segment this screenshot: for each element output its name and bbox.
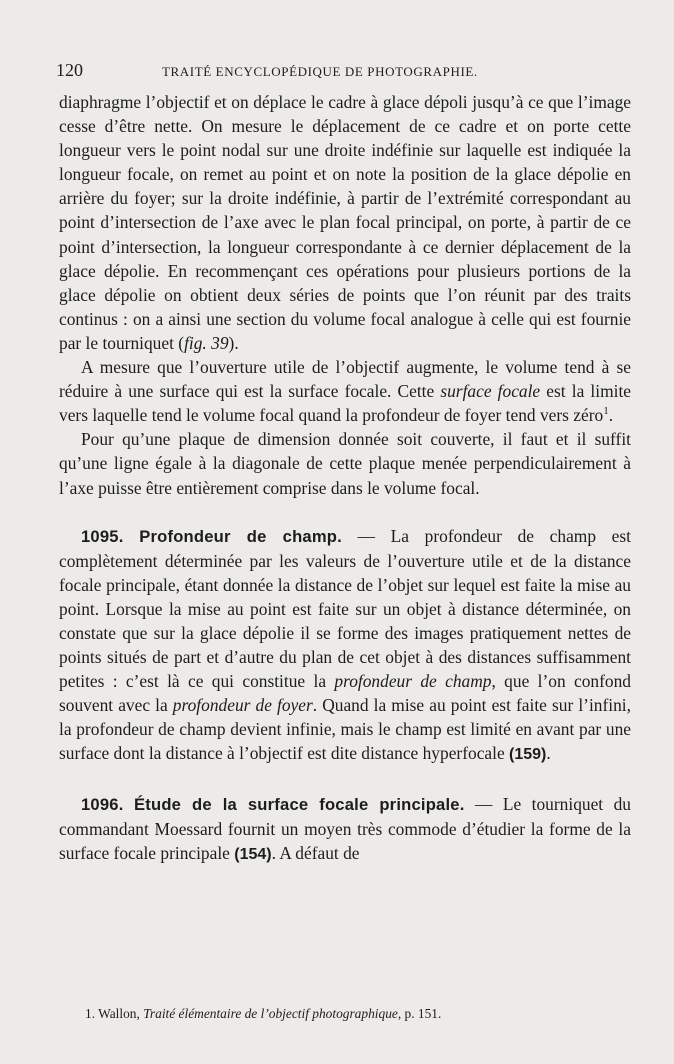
section-title: Profondeur de champ. <box>139 526 342 546</box>
page-number: 120 <box>56 60 83 80</box>
section-text: , que l’on confond souvent avec la <box>59 671 631 716</box>
paragraph-text: est la limite vers laquelle tend le volume focal quand la profondeur de foyer tend vers zéro <box>59 381 631 426</box>
figure-reference: fig. 39 <box>184 332 229 353</box>
section-1095 <box>59 524 631 768</box>
page-body <box>59 90 631 867</box>
section-text: — Le tourniquet du commandant Moessard fournit un moyen très commode d’étudier la forme de la surface focale principale <box>59 793 631 863</box>
section-text: . A défaut de <box>271 842 360 863</box>
footnote-marker: 1 <box>603 405 609 418</box>
footnote-page: , p. 151. <box>397 1006 442 1021</box>
emphasis-term: surface focale <box>440 381 541 402</box>
footnote-book-title: Traité élémentaire de l’objectif photographique <box>143 1006 398 1021</box>
paragraph-reference: (159) <box>509 746 547 764</box>
paragraph-plaque: Pour qu’une plaque de dimension donnée soit couverte, il faut et il suffit qu’une ligne égale à la diagonale de cette plaque menée perpendiculairement à l’axe puisse être entièrement comprise dans le volume focal. <box>59 429 631 498</box>
paragraph-text-end: ). <box>228 332 239 353</box>
section-text-end: . <box>546 743 551 764</box>
footnote <box>85 1005 625 1023</box>
running-title: TRAITÉ ENCYCLOPÉDIQUE DE PHOTOGRAPHIE. <box>162 64 478 79</box>
section-1096 <box>59 792 631 867</box>
page-header <box>56 58 634 82</box>
footnote-author: Wallon, <box>95 1006 144 1021</box>
paragraph-reference: (154) <box>234 845 272 863</box>
section-number: 1096. <box>81 794 124 814</box>
section-text: — La profondeur de champ est complètement déterminée par les valeurs de l’ouverture utile et de la distance focale principale, étant donnée la distance de l’objet sur lequel est faite la mise au point. Lorsque la mise au point est faite sur un objet à distance déterminée, on constate que sur la glace dépolie il se forme des images pratiquement nettes de points situés de part et d’autre du plan de cet objet à des distances suffisamment petites : c’est là ce qui constitue la <box>59 525 631 692</box>
section-number: 1095. <box>81 526 124 546</box>
paragraph-surface-focale <box>59 355 631 427</box>
footnote-number: 1. <box>85 1006 96 1021</box>
section-title: Étude de la surface focale principale. <box>134 794 465 814</box>
paragraph-text-end: . <box>608 405 614 426</box>
section-text: . Quand la mise au point est faite sur l’infini, la profondeur de champ devient infinie, mais le champ est limité en avant par une surface dont la distance à l’objectif est dite distance hyperfocale <box>59 695 631 764</box>
paragraph-continuation <box>59 90 631 355</box>
paragraph-text: A mesure que l’ouverture utile de l’objectif augmente, le volume tend à se réduire à une surface qui est la surface focale. Cette <box>59 357 631 402</box>
emphasis-term: profondeur de foyer <box>172 695 313 716</box>
emphasis-term: profondeur de champ <box>334 671 492 692</box>
paragraph-text: diaphragme l’objectif et on déplace le cadre à glace dépoli jusqu’à ce que l’image cesse d’être nette. On mesure le déplacement de ce cadre et on porte cette longueur vers le point nodal sur une droite indéfinie sur laquelle est indiquée la longueur focale, on remet au point et on note la position de la glace dépolie en arrière du foyer; sur la droite indéfinie, à partir de l’extrémité correspondant au point d’intersection de l’axe avec le plan focal principal, on porte, à partir de ce point d’intersection, la longueur correspondante à ce dernier déplacement de la glace dépolie. En recommençant ces opérations pour plusieurs portions de la glace dépolie on obtient deux séries de points que l’on réunit par des traits continus : on a ainsi une section du volume focal analogue à celle qui est fournie par le tourniquet ( <box>59 92 631 353</box>
